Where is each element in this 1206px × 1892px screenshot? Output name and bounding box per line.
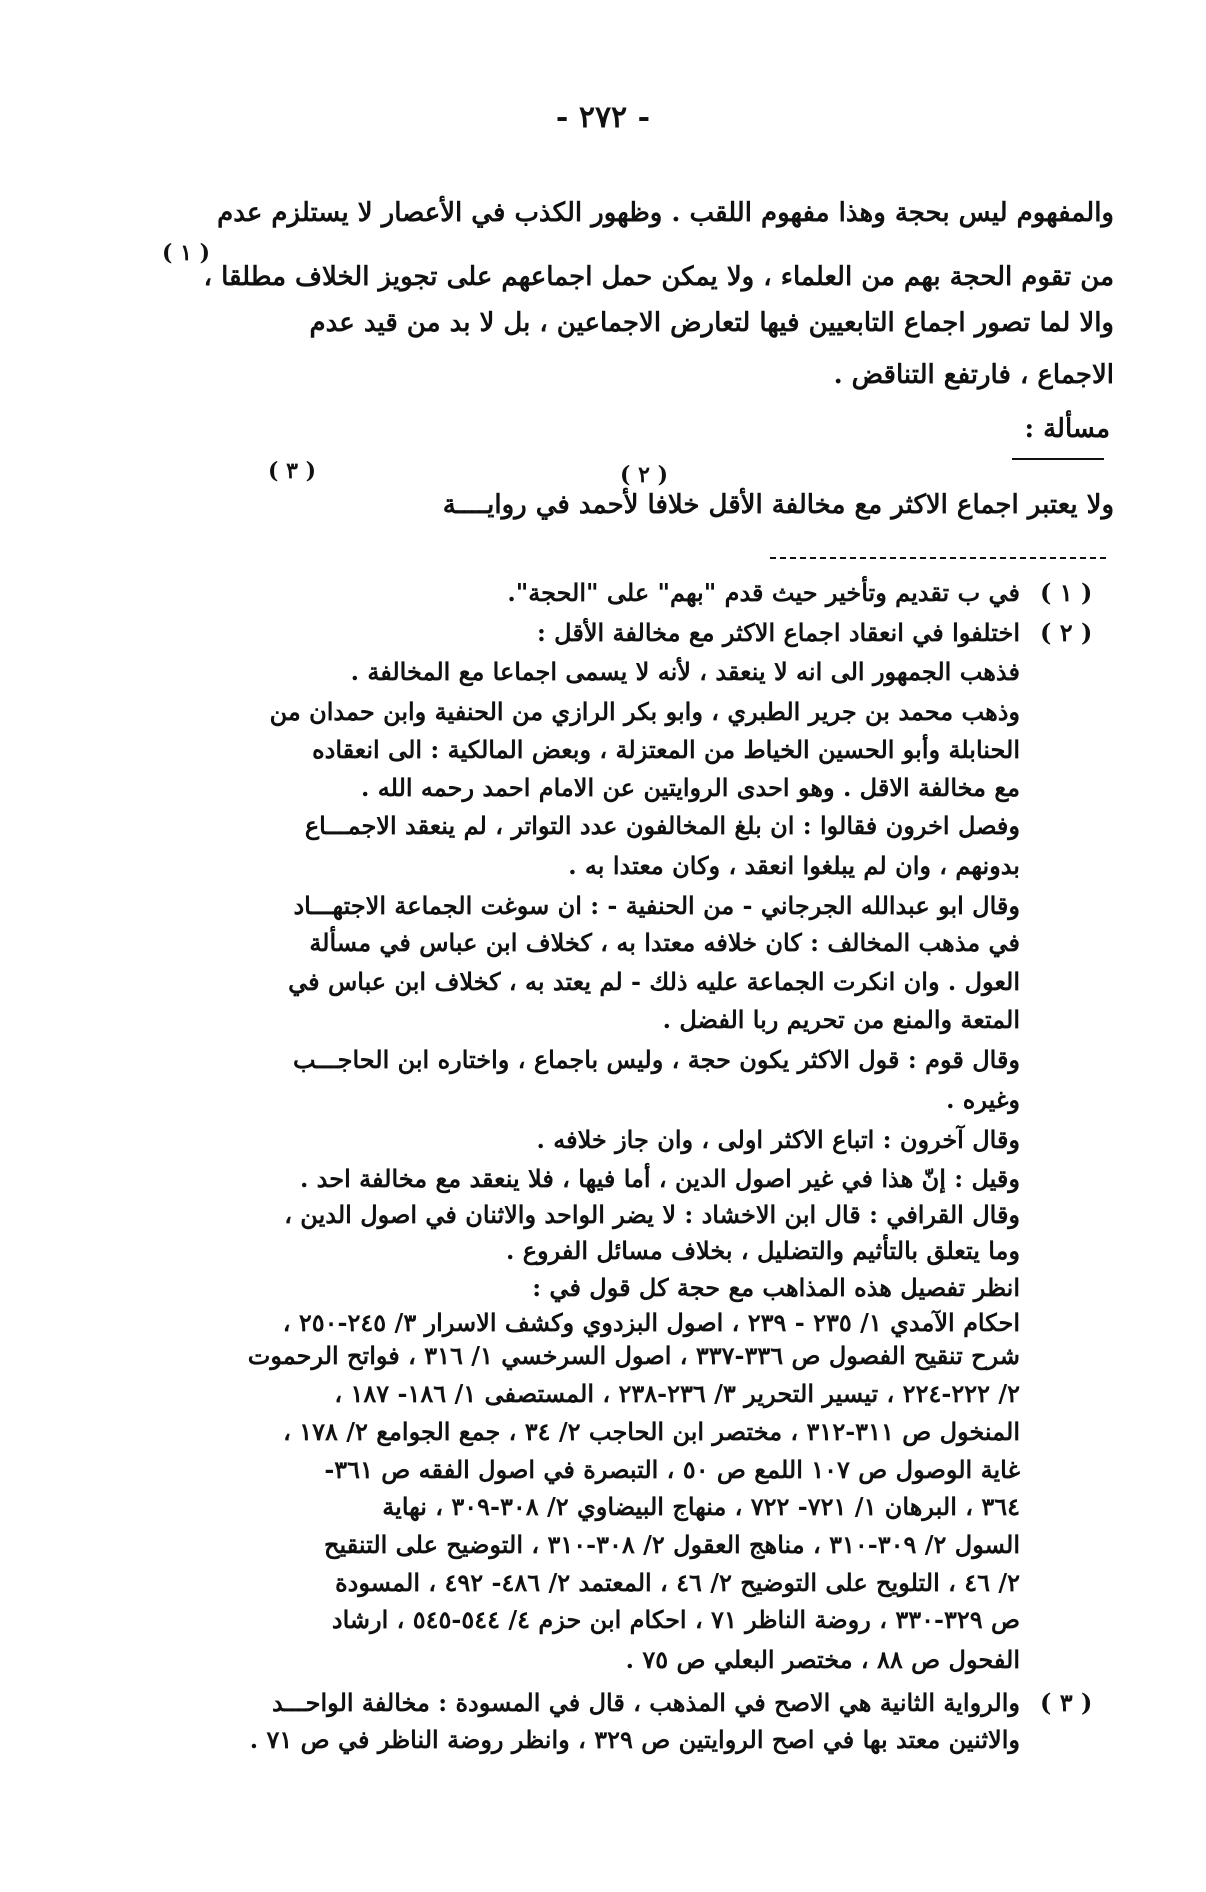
footnote-line: والرواية الثانية هي الاصح في المذهب ، قال في المسودة : مخالفة الواحـــد xyxy=(271,1688,1020,1717)
footnote-ref: ( ١ ) xyxy=(162,240,210,266)
footnote-line: العول . وان انكرت الجماعة عليه ذلك - لم يعتد به ، كخلاف ابن عباس في xyxy=(288,967,1020,996)
footnote-line: ص ٣٢٩-٣٣٠ ، روضة الناظر ٧١ ، احكام ابن حزم ٤/ ٥٤٤-٥٤٥ ، ارشاد xyxy=(331,1605,1020,1634)
footnote-line: وغيره . xyxy=(946,1085,1020,1114)
body-line: والمفهوم ليس بحجة وهذا مفهوم اللقب . وظهور الكذب في الأعصار لا يستلزم عدم xyxy=(217,198,1114,228)
footnote-line: في مذهب المخالف : كان خلافه معتدا به ، كخلاف ابن عباس في مسألة xyxy=(309,928,1020,957)
section-heading: مسألة : xyxy=(1024,414,1110,444)
body-line: الاجماع ، فارتفع التناقض . xyxy=(833,360,1114,390)
footnote-line: وقال قوم : قول الاكثر يكون حجة ، وليس باجماع ، واختاره ابن الحاجـــب xyxy=(292,1045,1020,1074)
footnote-line: شرح تنقيح الفصول ص ٣٣٦-٣٣٧ ، اصول السرخسي ١/ ٣١٦ ، فواتح الرحموت xyxy=(247,1341,1020,1370)
body-line: والا لما تصور اجماع التابعيين فيها لتعارض الاجماعين ، بل لا بد من قيد عدم xyxy=(309,308,1114,338)
footnote-line: المنخول ص ٣١١-٣١٢ ، مختصر ابن الحاجب ٢/ ٣٤ ، جمع الجوامع ٢/ ١٧٨ ، xyxy=(283,1417,1020,1446)
footnote-line: ٢/ ٢٢٢-٢٢٤ ، تيسير التحرير ٣/ ٢٣٦-٢٣٨ ، المستصفى ١/ ١٨٦- ١٨٧ ، xyxy=(334,1379,1020,1408)
footnote-number: ( ٢ ) xyxy=(1040,618,1093,647)
footnote-ref: ( ٢ ) xyxy=(620,462,668,488)
footnote-line: ٣٦٤ ، البرهان ١/ ٧٢١- ٧٢٢ ، منهاج البيضاوي ٢/ ٣٠٨-٣٠٩ ، نهاية xyxy=(382,1492,1020,1521)
footnote-line: فذهب الجمهور الى انه لا ينعقد ، لأنه لا يسمى اجماعا مع المخالفة . xyxy=(350,657,1020,686)
footnote-line: احكام الآمدي ١/ ٢٣٥ - ٢٣٩ ، اصول البزدوي وكشف الاسرار ٣/ ٢٤٥-٢٥٠ ، xyxy=(282,1308,1020,1337)
footnote-line: وقال ابو عبدالله الجرجاني - من الحنفية - : ان سوغت الجماعة الاجتهـــاد xyxy=(293,891,1020,920)
footnote-line: انظر تفصيل هذه المذاهب مع حجة كل قول في : xyxy=(532,1273,1020,1302)
footnote-line: بدونهم ، وان لم يبلغوا انعقد ، وكان معتدا به . xyxy=(568,851,1020,880)
footnote-line: في ب تقديم وتأخير حيث قدم "بهم" على "الحجة". xyxy=(507,578,1020,607)
footnote-divider xyxy=(770,557,1106,559)
footnote-line: ٢/ ٤٦ ، التلويح على التوضيح ٢/ ٤٦ ، المعتمد ٢/ ٤٨٦- ٤٩٢ ، المسودة xyxy=(335,1568,1020,1597)
footnote-line: وذهب محمد بن جرير الطبري ، وابو بكر الرازي من الحنفية وابن حمدان من xyxy=(269,697,1020,726)
footnote-ref: ( ٣ ) xyxy=(268,458,316,484)
footnote-line: مع مخالفة الاقل . وهو احدى الروايتين عن الامام احمد رحمه الله . xyxy=(361,773,1020,802)
footnote-line: الفحول ص ٨٨ ، مختصر البعلي ص ٧٥ . xyxy=(625,1645,1020,1674)
footnote-line: غاية الوصول ص ١٠٧ اللمع ص ٥٠ ، التبصرة في اصول الفقه ص ٣٦١- xyxy=(324,1455,1020,1484)
footnote-number: ( ٣ ) xyxy=(1040,1688,1093,1717)
footnote-line: وفصل اخرون فقالوا : ان بلغ المخالفون عدد التواتر ، لم ينعقد الاجمـــاع xyxy=(304,811,1020,840)
page-number: - ٢٧٢ - xyxy=(555,100,651,135)
footnote-line: السول ٢/ ٣٠٩-٣١٠ ، مناهج العقول ٢/ ٣٠٨-٣١٠ ، التوضيح على التنقيح xyxy=(323,1530,1020,1559)
heading-underline xyxy=(1012,458,1104,460)
footnote-line: الحنابلة وأبو الحسين الخياط من المعتزلة ، وبعض المالكية : الى انعقاده xyxy=(312,735,1020,764)
footnote-line: وقال آخرون : اتباع الاكثر اولى ، وان جاز خلافه . xyxy=(536,1125,1020,1154)
issue-statement: ولا يعتبر اجماع الاكثر مع مخالفة الأقل خلافا لأحمد في روايــــة xyxy=(442,490,1114,520)
footnote-line: وقال القرافي : قال ابن الاخشاد : لا يضر الواحد والاثنان في اصول الدين ، xyxy=(284,1200,1020,1229)
footnote-line: المتعة والمنع من تحريم ربا الفضل . xyxy=(662,1005,1020,1034)
footnote-line: وما يتعلق بالتأثيم والتضليل ، بخلاف مسائل الفروع . xyxy=(506,1236,1020,1265)
footnote-line: وقيل : إنّ هذا في غير اصول الدين ، أما فيها ، فلا ينعقد مع مخالفة احد . xyxy=(299,1164,1020,1193)
body-line: من تقوم الحجة بهم من العلماء ، ولا يمكن حمل اجماعهم على تجويز الخلاف مطلقا ، xyxy=(203,262,1114,292)
footnote-line: والاثنين معتد بها في اصح الروايتين ص ٣٢٩ ، وانظر روضة الناظر في ص ٧١ . xyxy=(249,1725,1020,1754)
footnote-line: اختلفوا في انعقاد اجماع الاكثر مع مخالفة الأقل : xyxy=(536,618,1020,647)
footnote-number: ( ١ ) xyxy=(1040,578,1093,607)
